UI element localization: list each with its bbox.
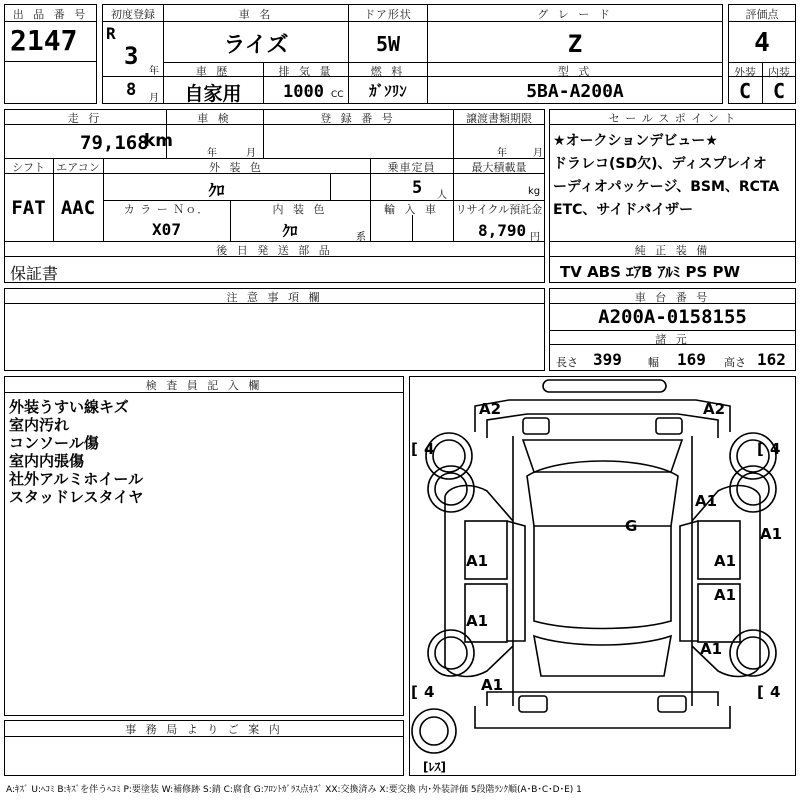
door-type: 5W: [375, 32, 401, 56]
bracket-fl: [: [411, 440, 418, 458]
import-label: 輸 入 車: [384, 203, 439, 216]
sales-points-label: セ ー ル ス ポ イ ン ト: [608, 112, 737, 125]
mark-a1-left-front-door: A1: [466, 552, 489, 570]
tire-fr-score: 4: [770, 440, 781, 458]
chassis-number: A200A-0158155: [598, 306, 747, 328]
ac-label: エアコン: [56, 161, 100, 174]
persons-unit: 人: [437, 190, 447, 201]
mark-a1-left-rear-door: A1: [466, 612, 489, 630]
equipment-label: 純 正 装 備: [634, 244, 711, 257]
inspector-note: コンソール傷: [9, 434, 99, 452]
registration-year: 3: [124, 42, 139, 70]
later-parts-label: 後 日 発 送 部 品: [216, 244, 333, 257]
interior-color-label: 内 装 色: [272, 203, 328, 216]
door-label: ドア形状: [364, 8, 412, 21]
office-notice-label: 事 務 局 よ り ご 案 内: [125, 723, 283, 736]
registration-month: 8: [126, 80, 137, 100]
spare-tire-mark: [ﾚｽ]: [423, 760, 446, 774]
max-load-label: 最大積載量: [471, 161, 527, 174]
fuel-label: 燃 料: [370, 65, 406, 78]
mark-a1-right-edge: A1: [760, 525, 783, 543]
shift-type: FAT: [11, 197, 46, 219]
inspection-year-unit: 年: [207, 148, 217, 159]
grade: Z: [567, 30, 583, 58]
transfer-month-unit: 月: [533, 148, 543, 159]
vehicle-history: 自家用: [184, 83, 242, 105]
inspector-note: 室内内張傷: [9, 452, 85, 470]
chassis-label: 車 台 番 号: [634, 291, 711, 304]
inspector-notes-label: 検 査 員 記 入 欄: [145, 379, 263, 392]
kei-unit: 系: [356, 232, 366, 243]
model-code: 5BA-A200A: [526, 81, 624, 102]
bracket-fr: [: [757, 440, 764, 458]
sales-point-line: ★オークションデビュー★: [553, 133, 718, 149]
exterior-label: 外装: [734, 66, 756, 79]
score-label: 評価点: [745, 8, 779, 21]
interior-grade: C: [772, 79, 786, 103]
km-unit: km: [144, 131, 174, 151]
color-number-label: カ ラ ー Ｎｏ．: [123, 203, 210, 216]
transfer-deadline-label: 譲渡書類期限: [466, 112, 532, 125]
mark-a2-right: A2: [703, 400, 726, 418]
mileage: 79,168: [80, 132, 149, 154]
car-name-label: 車 名: [238, 8, 274, 21]
inspector-note: スタッドレスタイヤ: [9, 488, 144, 506]
tire-rr-score: 4: [770, 683, 781, 701]
width-label: 幅: [648, 356, 659, 369]
mark-a2-left: A2: [479, 400, 502, 418]
interior-color: ｸﾛ: [282, 222, 298, 240]
specs-label: 諸 元: [655, 333, 690, 346]
month-unit: 月: [149, 93, 159, 104]
first-registration-label: 初度登録: [111, 8, 155, 21]
car-name: ライズ: [223, 33, 289, 58]
mark-a1-right-rear-door: A1: [714, 586, 737, 604]
cc-unit: CC: [331, 90, 344, 100]
sales-point-line: ドラレコ(SD欠)、ディスプレイオ: [553, 156, 767, 172]
height-value: 162: [757, 350, 786, 369]
kg-unit: kg: [528, 186, 541, 197]
inspector-note: 室内汚れ: [9, 416, 70, 434]
bracket-rr: [: [757, 683, 764, 701]
recycle-deposit-label: リサイクル預託金: [455, 203, 543, 216]
exterior-color-label: 外 装 色: [209, 161, 264, 174]
bracket-rl: [: [411, 683, 418, 701]
mark-a1-right-quarter: A1: [700, 640, 723, 658]
width-value: 169: [677, 350, 706, 369]
exterior-color: ｸﾛ: [208, 181, 225, 200]
mark-a1-right-front-door: A1: [714, 552, 737, 570]
length-value: 399: [593, 350, 622, 369]
equipment-list: TV ABS ｴｱB ｱﾙﾐ PS PW: [560, 263, 741, 281]
sales-point-line: ーディオパッケージ、BSM、RCTA: [553, 179, 780, 195]
lot-number-label: 出 品 番 号: [12, 8, 89, 21]
year-unit: 年: [149, 66, 159, 77]
registration-number-label: 登 録 番 号: [320, 112, 396, 125]
interior-label: 内装: [768, 66, 790, 79]
height-label: 高さ: [724, 356, 746, 369]
exterior-grade: C: [738, 79, 752, 103]
length-label: 長さ: [556, 356, 578, 369]
inspection-month-unit: 月: [246, 148, 256, 159]
lot-number: 2147: [10, 24, 78, 57]
shift-label: シフト: [12, 161, 45, 174]
ac-type: AAC: [60, 197, 96, 219]
mark-glass: G: [625, 517, 638, 535]
displacement-label: 排 気 量: [278, 65, 334, 78]
mileage-label: 走 行: [67, 112, 103, 125]
inspector-note: 外装うすい線キズ: [9, 398, 129, 416]
registration-era: R: [106, 24, 116, 43]
recycle-deposit: 8,790: [478, 221, 527, 240]
history-label: 車 歴: [195, 65, 231, 78]
fuel-type: ｶﾞｿﾘﾝ: [369, 82, 407, 100]
color-number: X07: [152, 220, 181, 239]
sales-point-line: ETC、サイドバイザー: [553, 202, 694, 218]
notes-label: 注 意 事 項 欄: [226, 291, 323, 304]
tire-rl-score: 4: [424, 683, 435, 701]
inspection-label: 車 検: [197, 112, 232, 125]
capacity-label: 乗車定員: [387, 161, 436, 174]
transfer-year-unit: 年: [497, 148, 507, 159]
later-parts: 保証書: [10, 264, 59, 283]
car-damage-diagram: [409, 376, 796, 776]
passenger-capacity: 5: [412, 178, 423, 198]
overall-score: 4: [754, 28, 770, 58]
yen-unit: 円: [530, 232, 540, 243]
model-label: 型 式: [557, 65, 593, 78]
inspector-note: 社外アルミホイール: [9, 470, 144, 488]
displacement: 1000: [283, 82, 324, 102]
mark-a1-right-fender: A1: [695, 492, 718, 510]
mark-a1-rear: A1: [481, 676, 504, 694]
grade-label: グ レ ー ド: [537, 8, 613, 21]
tire-fl-score: 4: [424, 440, 435, 458]
legend: A:ｷｽﾞ U:ﾍｺﾐ B:ｷｽﾞを伴うﾍｺﾐ P:要塗装 W:補修跡 S:錆 C:腐食 G:ﾌﾛﾝﾄｶﾞﾗｽ点ｷｽﾞ XX:交換済み X:要交換 内･外装評価 5段階ﾗﾝｸ順(A･B･C･D･E) 1: [6, 785, 582, 795]
